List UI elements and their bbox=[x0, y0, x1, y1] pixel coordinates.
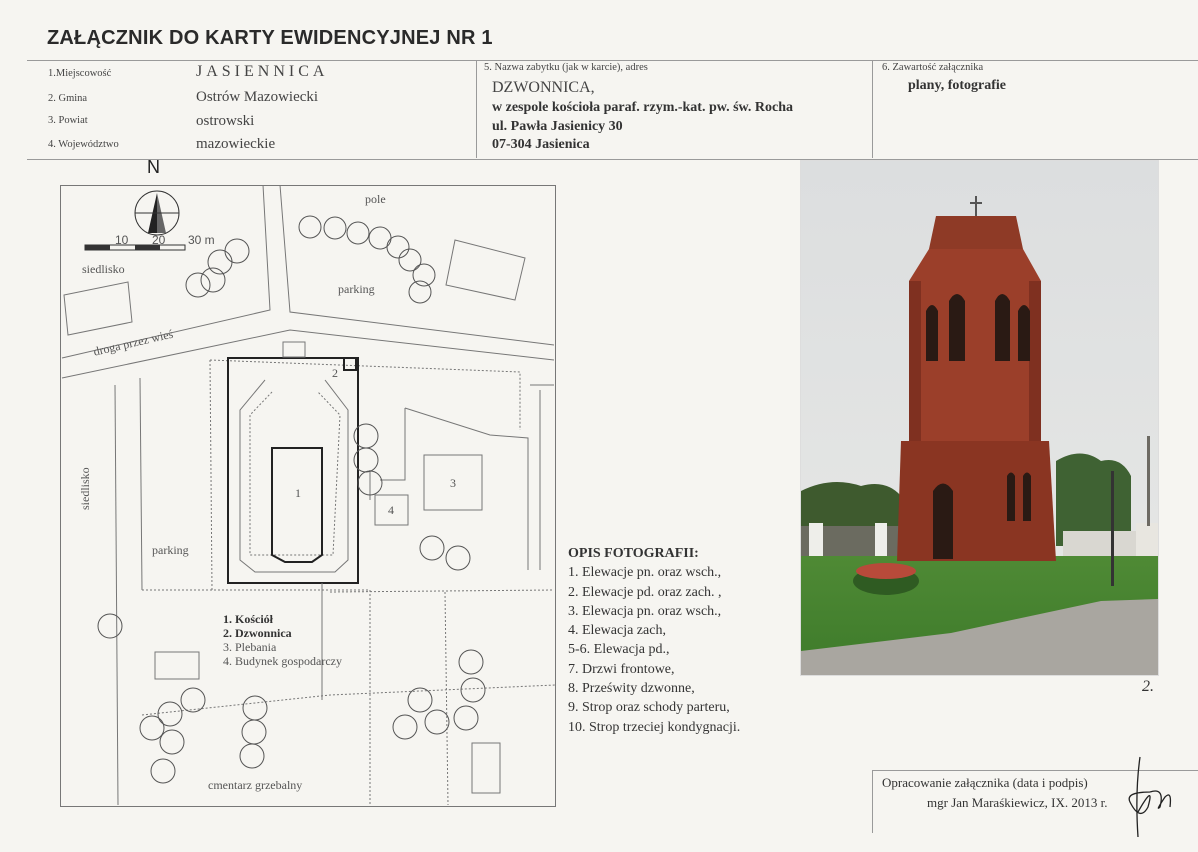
building-1-label: 1 bbox=[295, 486, 301, 500]
nazwa-line3: ul. Pawła Jasienicy 30 bbox=[492, 119, 623, 134]
legend-item: 2. Dzwonnica bbox=[223, 626, 292, 640]
north-label: N bbox=[147, 157, 160, 177]
label-siedlisko-top: siedlisko bbox=[82, 262, 125, 276]
miejscowosc-label: 1.Miejscowość bbox=[48, 68, 112, 79]
building-3-label: 3 bbox=[450, 476, 456, 490]
photo-description-item: 4. Elewacja zach, bbox=[568, 623, 666, 639]
label-pole: pole bbox=[365, 192, 386, 206]
photo-description-item: 8. Prześwity dzwonne, bbox=[568, 681, 695, 697]
powiat-value: ostrowski bbox=[196, 113, 255, 129]
nazwa-line4: 07-304 Jasienica bbox=[492, 137, 590, 152]
nazwa-label: 5. Nazwa zabytku (jak w karcie), adres bbox=[484, 62, 648, 73]
handwritten-signature bbox=[1110, 752, 1180, 842]
legend-item: 4. Budynek gospodarczy bbox=[223, 654, 342, 668]
photo-description-item: 2. Elewacje pd. oraz zach. , bbox=[568, 584, 722, 600]
belfry-photo bbox=[800, 160, 1159, 676]
photo-description-item: 1. Elewacje pn. oraz wsch., bbox=[568, 565, 722, 581]
gmina-label: 2. Gmina bbox=[48, 93, 88, 104]
zawartosc-label: 6. Zawartość załącznika bbox=[882, 62, 984, 73]
label-parking-top: parking bbox=[338, 282, 375, 296]
photo-description-item: 3. Elewacja pn. oraz wsch., bbox=[568, 603, 722, 619]
scale-label-30: 30 m bbox=[188, 233, 215, 247]
powiat-label: 3. Powiat bbox=[48, 115, 88, 126]
photo-description-heading: OPIS FOTOGRAFII: bbox=[568, 546, 699, 561]
miejscowosc-value: JASIENNICA bbox=[196, 63, 329, 80]
label-siedlisko-left: siedlisko bbox=[78, 467, 92, 510]
photo-caption: 2. bbox=[1142, 678, 1154, 695]
wojewodztwo-label: 4. Województwo bbox=[48, 139, 119, 150]
label-parking-left: parking bbox=[152, 543, 189, 557]
compass-icon bbox=[135, 191, 179, 235]
belfry-photo-image bbox=[801, 161, 1158, 675]
building-2-label: 2 bbox=[332, 366, 338, 380]
scale-label-20: 20 bbox=[152, 233, 166, 247]
scale-label-10: 10 bbox=[115, 233, 129, 247]
nazwa-line2: w zespole kościoła paraf. rzym.-kat. pw. św. Rocha bbox=[492, 100, 793, 115]
building-4-label: 4 bbox=[388, 503, 394, 517]
nazwa-line1: DZWONNICA, bbox=[492, 79, 595, 96]
photo-description-item: 5-6. Elewacja pd., bbox=[568, 642, 670, 658]
label-cmentarz: cmentarz grzebalny bbox=[208, 778, 303, 792]
gmina-value: Ostrów Mazowiecki bbox=[196, 89, 319, 105]
photo-description-list bbox=[568, 544, 740, 737]
photo-description-item: 9. Strop oraz schody parteru, bbox=[568, 700, 730, 716]
photo-description-item: 7. Drzwi frontowe, bbox=[568, 661, 675, 677]
label-droga: droga przez wieś bbox=[92, 326, 175, 359]
photo-description-item: 10. Strop trzeciej kondygnacji. bbox=[568, 719, 741, 735]
prepared-by-label: Opracowanie załącznika (data i podpis) bbox=[882, 775, 1088, 790]
zawartosc-value: plany, fotografie bbox=[908, 78, 1006, 93]
legend-item: 1. Kościół bbox=[223, 612, 273, 626]
page-title: ZAŁĄCZNIK DO KARTY EWIDENCYJNEJ NR 1 bbox=[47, 27, 493, 49]
wojewodztwo-value: mazowieckie bbox=[196, 136, 276, 152]
prepared-by-name-date: mgr Jan Maraśkiewicz, IX. 2013 r. bbox=[927, 795, 1108, 810]
legend-item: 3. Plebania bbox=[223, 640, 277, 654]
